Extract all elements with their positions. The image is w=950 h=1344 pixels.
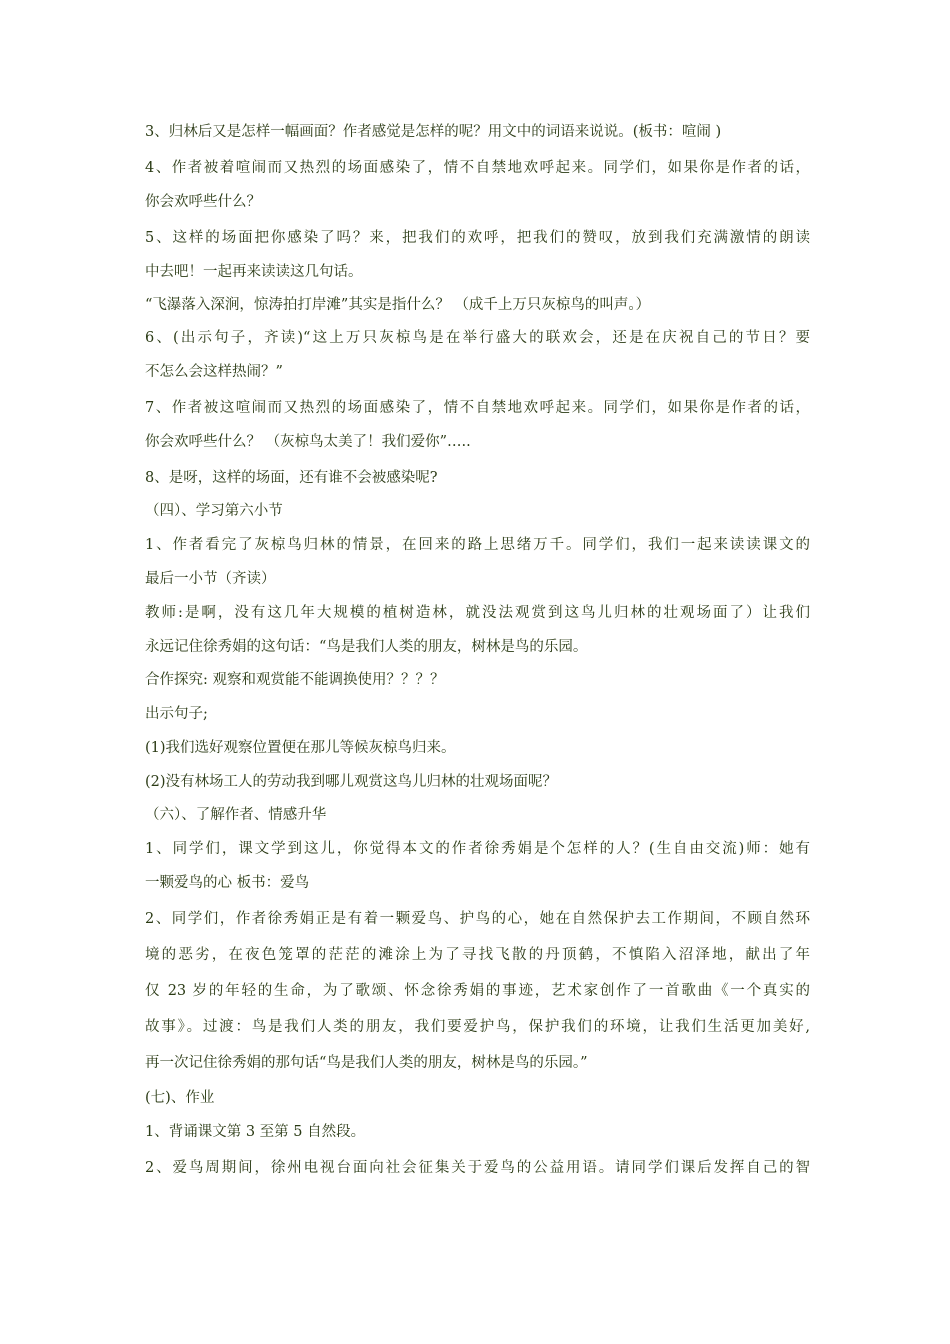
text-line: 你会欢呼些什么？ （灰椋鸟太美了！我们爱你”…..: [145, 434, 471, 450]
text-line: 一颗爱鸟的心 板书：爱鸟: [145, 875, 310, 891]
text-line: 合作探究: 观察和观赏能不能调换使用？？？？: [145, 672, 445, 688]
text-line: 2、同学们，作者徐秀娟正是有着一颗爱鸟、护鸟的心，她在自然保护去工作期间，不顾自然环: [145, 911, 810, 927]
text-line: “飞瀑落入深涧，惊涛拍打岸滩”其实是指什么？ （成千上万只灰椋鸟的叫声。）: [145, 297, 651, 313]
text-line: 境的恶劣，在夜色笼罩的茫茫的滩涂上为了寻找飞散的丹顶鹤，不慎陷入沼泽地，献出了年: [145, 947, 810, 963]
text-line: 你会欢呼些什么？: [145, 194, 261, 210]
text-line: 永远记住徐秀娟的这句话：“鸟是我们人类的朋友，树林是鸟的乐园。: [145, 639, 588, 655]
text-line: （四）、学习第六小节: [145, 503, 283, 519]
text-line: 故事》。过渡：鸟是我们人类的朋友，我们要爱护鸟，保护我们的环境，让我们生活更加美好,: [145, 1019, 810, 1035]
text-line: 8、是呀，这样的场面，还有谁不会被感染呢?: [145, 470, 438, 486]
text-line: 出示句子;: [145, 706, 208, 722]
text-line: 7、作者被这喧闹而又热烈的场面感染了，情不自禁地欢呼起来。同学们，如果你是作者的话，: [145, 400, 810, 416]
text-line: (1)我们选好观察位置便在那儿等候灰椋鸟归来。: [145, 740, 456, 756]
text-line: 5、这样的场面把你感染了吗？来，把我们的欢呼，把我们的赞叹，放到我们充满激情的朗读: [145, 230, 810, 246]
text-line: 1、背诵课文第 3 至第 5 自然段。: [145, 1124, 366, 1140]
text-line: 中去吧！一起再来读读这几句话。: [145, 264, 363, 280]
text-line: 1、同学们，课文学到这儿，你觉得本文的作者徐秀娟是个怎样的人？(生自由交流)师：她有: [145, 841, 810, 857]
text-line: 2、爱鸟周期间，徐州电视台面向社会征集关于爱鸟的公益用语。请同学们课后发挥自己的智: [145, 1160, 810, 1176]
text-line: 4、作者被着喧闹而又热烈的场面感染了，情不自禁地欢呼起来。同学们，如果你是作者的话，: [145, 160, 810, 176]
text-line: 6、(出示句子，齐读)“这上万只灰椋鸟是在举行盛大的联欢会，还是在庆祝自己的节日？要: [145, 330, 810, 346]
text-line: 1、作者看完了灰椋鸟归林的情景，在回来的路上思绪万千。同学们，我们一起来读读课文的: [145, 537, 810, 553]
text-line: 教师:是啊，没有这几年大规模的植树造林，就没法观赏到这鸟儿归林的壮观场面了）让我们: [145, 605, 810, 621]
text-line: 最后一小节（齐读）: [145, 571, 276, 587]
text-line: (七)、作业: [145, 1090, 215, 1106]
document-body: [145, 122, 810, 1178]
text-line: 再一次记住徐秀娟的那句话“鸟是我们人类的朋友，树林是鸟的乐园。”: [145, 1055, 588, 1071]
text-line: 3、归林后又是怎样一幅画面？作者感觉是怎样的呢？用文中的词语来说说。(板书：喧闹 ): [145, 124, 722, 140]
text-line: 不怎么会这样热闹？”: [145, 364, 283, 380]
text-line: （六）、了解作者、情感升华: [145, 807, 327, 823]
text-line: (2)没有林场工人的劳动我到哪儿观赏这鸟儿归林的壮观场面呢？: [145, 774, 558, 790]
text-line: 仅 23 岁的年轻的生命，为了歌颂、怀念徐秀娟的事迹，艺术家创作了一首歌曲《一个真实的: [145, 983, 810, 999]
